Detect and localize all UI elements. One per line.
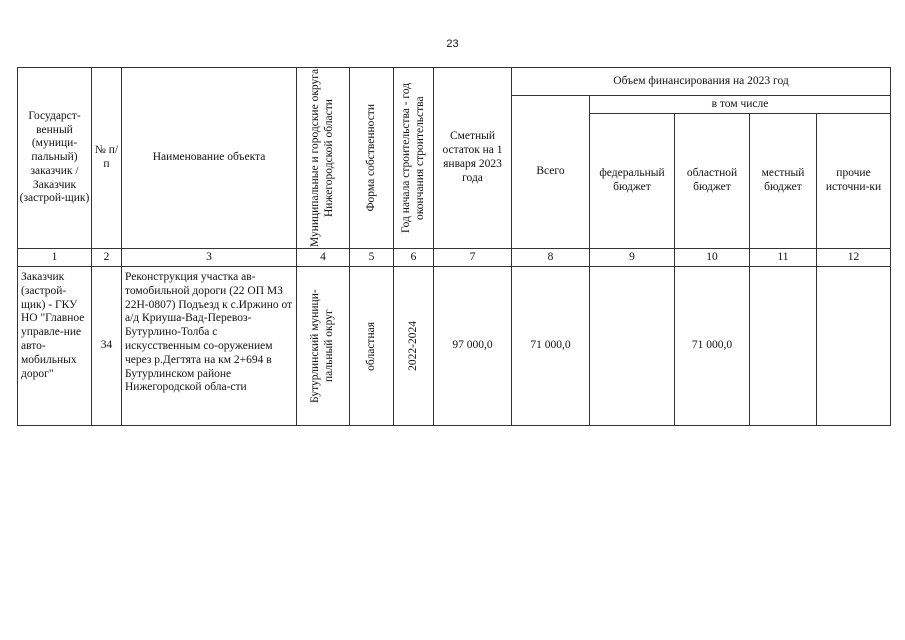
row-estimated-balance: 97 000,0 — [434, 267, 512, 426]
header-years-text: Год начала строительства - год окончания строительства — [399, 82, 426, 234]
header-including: в том числе — [590, 96, 891, 114]
header-regional: областной бюджет — [675, 114, 750, 249]
header-federal: федеральный бюджет — [590, 114, 675, 249]
row-customer: Заказчик (застрой-щик) - ГКУ НО "Главное управле-ние авто-мобильных дорог" — [18, 267, 92, 426]
header-estimated-balance: Сметный остаток на 1 января 2023 года — [434, 68, 512, 249]
financing-table — [17, 67, 891, 426]
column-number: 12 — [817, 249, 891, 267]
column-number: 1 — [18, 249, 92, 267]
row-total: 71 000,0 — [512, 267, 590, 426]
row-ownership-text: областная — [364, 321, 377, 371]
column-number: 6 — [394, 249, 434, 267]
row-num: 34 — [92, 267, 122, 426]
header-customer: Государст-венный (муници-пальный) заказчик / Заказчик (застрой-щик) — [18, 68, 92, 249]
page-number: 23 — [446, 38, 459, 50]
header-other: прочие источни-ки — [817, 114, 891, 249]
row-municipality — [297, 267, 350, 426]
column-number: 7 — [434, 249, 512, 267]
row-years-text: 2022-2024 — [406, 321, 419, 371]
column-number: 3 — [122, 249, 297, 267]
header-row-1 — [18, 68, 891, 96]
column-number: 2 — [92, 249, 122, 267]
header-ownership — [350, 68, 394, 249]
row-ownership — [350, 267, 394, 426]
column-number: 11 — [750, 249, 817, 267]
header-num: № п/п — [92, 68, 122, 249]
header-financing: Объем финансирования на 2023 год — [512, 68, 891, 96]
row-years — [394, 267, 434, 426]
column-number: 4 — [297, 249, 350, 267]
header-object-name: Наименование объекта — [122, 68, 297, 249]
header-local: местный бюджет — [750, 114, 817, 249]
header-municipality-text: Муниципальные и городские округа Нижегородской области — [309, 68, 335, 248]
row-federal — [590, 267, 675, 426]
row-municipality-text: Бутурлинский муници-пальный округ — [309, 289, 335, 403]
header-total: Всего — [512, 96, 590, 249]
column-number: 5 — [350, 249, 394, 267]
row-local — [750, 267, 817, 426]
header-municipality — [297, 68, 350, 249]
column-number-row — [18, 249, 891, 267]
column-number: 8 — [512, 249, 590, 267]
row-regional: 71 000,0 — [675, 267, 750, 426]
column-number: 10 — [675, 249, 750, 267]
table-row — [18, 267, 891, 426]
row-other — [817, 267, 891, 426]
column-number: 9 — [590, 249, 675, 267]
header-ownership-text: Форма собственности — [364, 104, 377, 212]
row-object-name: Реконструкция участка ав-томобильной дороги (22 ОП МЗ 22Н-0807) Подъезд к с.Иржино от а/д Криуша-Вад-Перевоз-Бутурлино-Толба с искусственным со-оружением через р.Дегтята на км 2+694 в Бутурлинском районе Нижегородской обла-сти — [122, 267, 297, 426]
header-years — [394, 68, 434, 249]
